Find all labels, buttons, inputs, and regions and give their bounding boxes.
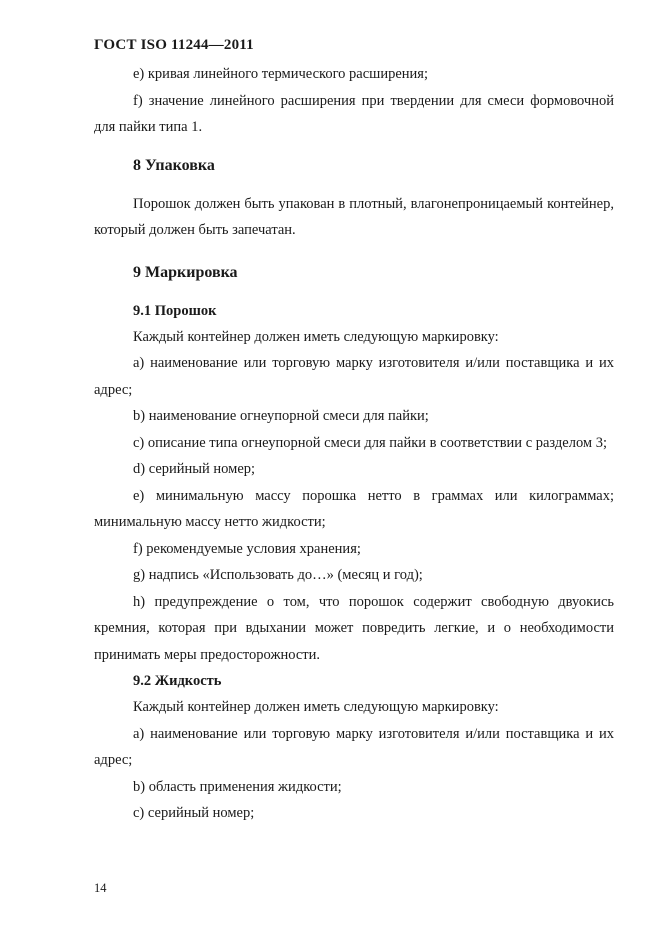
list-item: h) предупреждение о том, что порошок содержит свободную двуокись кремния, которая при вдыхании может повредить легкие, и о необходимости принимать меры предосторожности. xyxy=(94,593,614,663)
list-item: a) наименование или торговую марку изготовителя и/или поставщика и их адрес; xyxy=(94,725,614,768)
document-header: ГОСТ ISO 11244—2011 xyxy=(94,37,254,53)
subsection-heading-powder: 9.1 Порошок xyxy=(133,302,217,319)
list-item: e) кривая линейного термического расширения; xyxy=(133,66,428,82)
paragraph: Порошок должен быть упакован в плотный, влагонепроницаемый контейнер, который должен быть запечатан. xyxy=(94,195,614,238)
list-item: g) надпись «Использовать до…» (месяц и год); xyxy=(133,567,423,583)
section-heading-packaging: 8 Упаковка xyxy=(133,156,215,174)
list-item: e) минимальную массу порошка нетто в граммах или килограммах; минимальную массу нетто жидкости; xyxy=(94,487,614,530)
subsection-heading-liquid: 9.2 Жидкость xyxy=(133,673,222,689)
document-body xyxy=(94,61,614,827)
list-item: a) наименование или торговую марку изготовителя и/или поставщика и их адрес; xyxy=(94,355,614,398)
page-number: 14 xyxy=(94,881,107,895)
section-heading-marking: 9 Маркировка xyxy=(133,263,238,281)
list-item: b) наименование огнеупорной смеси для пайки; xyxy=(133,408,429,424)
list-item: c) серийный номер; xyxy=(133,805,255,821)
paragraph: Каждый контейнер должен иметь следующую маркировку: xyxy=(133,328,499,345)
list-item: f) рекомендуемые условия хранения; xyxy=(133,540,361,557)
list-item: c) описание типа огнеупорной смеси для пайки в соответствии с разделом 3; xyxy=(133,434,608,451)
list-item: f) значение линейного расширения при твердении для смеси формовочной для пайки типа 1. xyxy=(94,92,614,135)
list-item: b) область применения жидкости; xyxy=(133,778,342,795)
paragraph: Каждый контейнер должен иметь следующую маркировку: xyxy=(133,699,499,715)
list-item: d) серийный номер; xyxy=(133,461,256,477)
